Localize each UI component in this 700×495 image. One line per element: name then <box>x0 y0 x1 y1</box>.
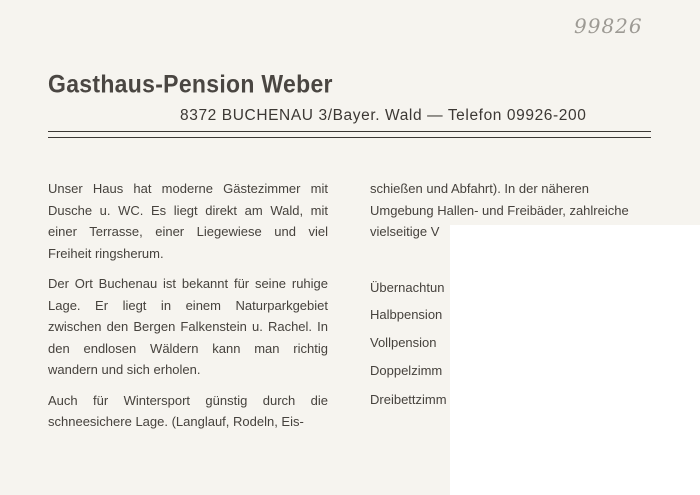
price-item-full-board: Vollpension <box>370 335 437 350</box>
blank-cover-area <box>450 225 700 495</box>
address-line: 8372 BUCHENAU 3/Bayer. Wald — Telefon 09926-200 <box>180 107 587 124</box>
price-item-overnight: Übernachtun <box>370 280 445 295</box>
handwritten-note: 99826 <box>574 14 643 38</box>
divider-bottom <box>48 137 651 138</box>
price-item-triple-room: Dreibettzimm <box>370 392 447 407</box>
left-column <box>48 178 328 442</box>
paragraph-location: Der Ort Buchenau ist bekannt für seine ruhige Lage. Er liegt in einem Naturparkgebiet zwischen den Bergen Falkenstein u. Rachel. In den endlosen Wäldern kann man richtig wandern und sich erholen. <box>48 276 328 377</box>
paragraph-rooms: Unser Haus hat moderne Gästezimmer mit Dusche u. WC. Es liegt direkt am Wald, mit einer Terrasse, einer Liegewiese und viel Freiheit ringsherum. <box>48 181 328 261</box>
divider-top <box>48 131 651 132</box>
paragraph-wintersport: Auch für Wintersport günstig durch die schneesichere Lage. (Langlauf, Rodeln, Eis- <box>48 392 328 429</box>
price-item-half-board: Halbpension <box>370 307 443 322</box>
paragraph-continuation: schießen und Abfahrt). In der näheren Umgebung Hallen- und Freibäder, zahlreiche vielseitige V <box>370 181 629 239</box>
page-title: Gasthaus-Pension Weber <box>48 70 333 99</box>
price-item-double-room: Doppelzimm <box>370 363 443 378</box>
